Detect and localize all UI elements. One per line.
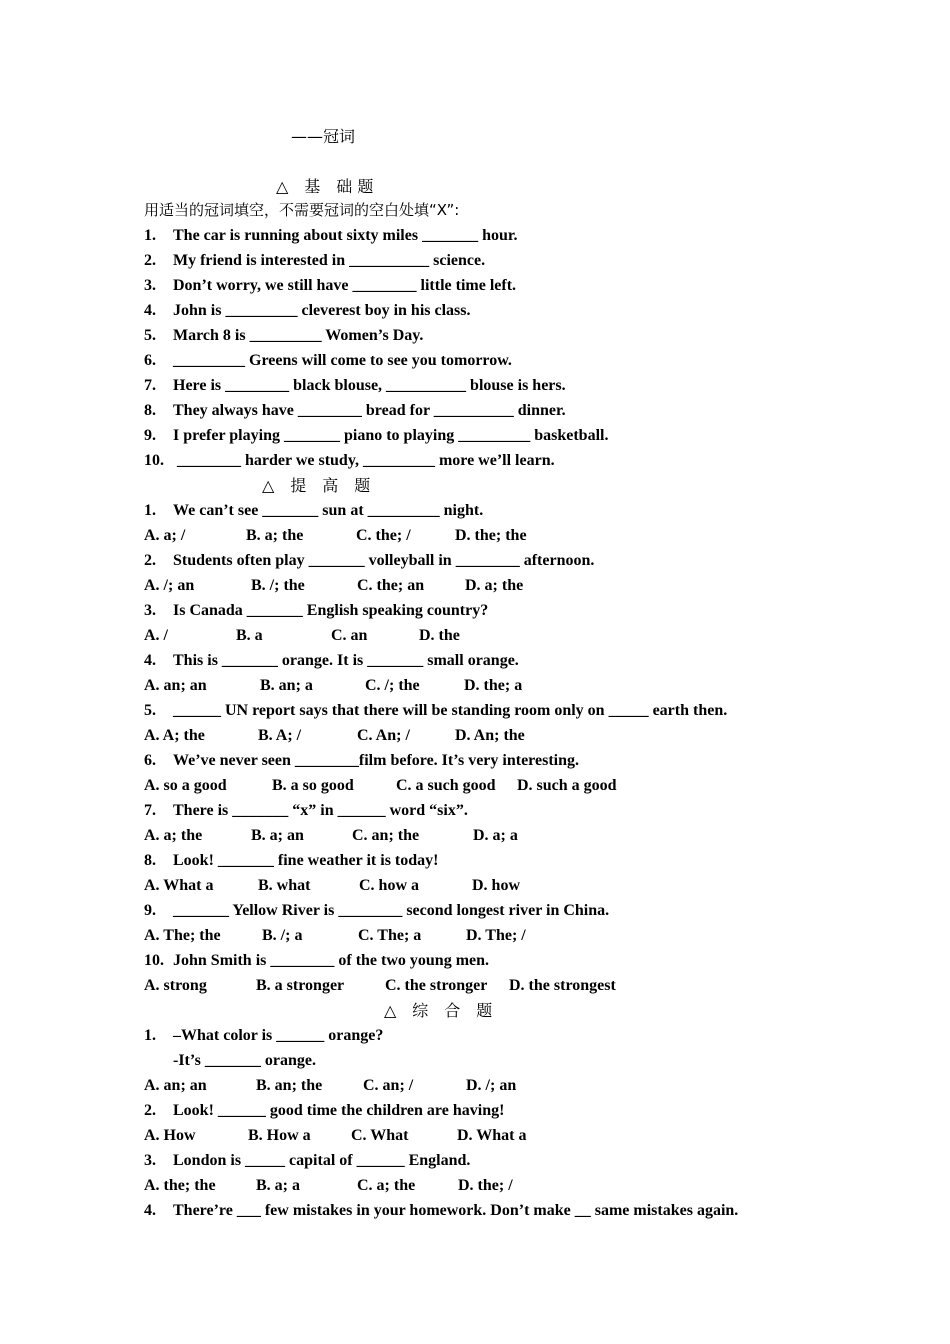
question-line: 4. John is _________ cleverest boy in his class. — [144, 302, 471, 319]
question-line: 4. There’re ___ few mistakes in your homework. Don’t make __ same mistakes again. — [144, 1202, 739, 1219]
question-line: 2. My friend is interested in __________ science. — [144, 252, 486, 269]
options-line: A. The; the B. /; a C. The; a D. The; / — [144, 927, 526, 944]
question-line: 3. Don’t worry, we still have ________ little time left. — [144, 277, 517, 294]
question-line: 6. We’ve never seen ________film before. It’s very interesting. — [144, 752, 579, 769]
question-line: 6. _________ Greens will come to see you tomorrow. — [144, 352, 512, 369]
instruction-text: 用适当的冠词填空，不需要冠词的空白处填“X”: — [144, 201, 460, 219]
options-line: A. / B. a C. an D. the — [144, 627, 460, 644]
options-line: A. What a B. what C. how a D. how — [144, 877, 521, 894]
options-line: A. the; the B. a; a C. a; the D. the; / — [144, 1177, 513, 1194]
options-line: A. a; / B. a; the C. the; / D. the; the — [144, 527, 527, 544]
options-line: A. /; an B. /; the C. the; an D. a; the — [144, 577, 524, 594]
options-line: A. an; an B. an; the C. an; / D. /; an — [144, 1077, 517, 1094]
section-heading-basic: △ 基 础 题 — [276, 177, 374, 196]
question-line: 1. –What color is ______ orange? — [144, 1027, 384, 1044]
question-line: 1. We can’t see _______ sun at _________ night. — [144, 502, 484, 519]
section-heading-comprehensive: △ 综 合 题 — [384, 1001, 493, 1020]
page-title: ——冠词 — [291, 127, 356, 146]
question-line: 9. I prefer playing _______ piano to playing _________ basketball. — [144, 427, 609, 444]
question-line: 2. Look! ______ good time the children are having! — [144, 1102, 505, 1119]
question-line: 8. Look! _______ fine weather it is today! — [144, 852, 439, 869]
question-line: 9. _______ Yellow River is ________ second longest river in China. — [144, 902, 610, 919]
question-line: 10. ________ harder we study, _________ more we’ll learn. — [144, 452, 555, 469]
question-line: 3. Is Canada _______ English speaking country? — [144, 602, 489, 619]
options-line: A. so a good B. a so good C. a such good D. such a good — [144, 777, 617, 794]
question-line: 8. They always have ________ bread for __________ dinner. — [144, 402, 566, 419]
question-line: 10. John Smith is ________ of the two young men. — [144, 952, 490, 969]
question-line: 7. There is _______ “x” in ______ word “six”. — [144, 802, 468, 819]
question-line: 3. London is _____ capital of ______ England. — [144, 1152, 471, 1169]
question-line: 5. ______ UN report says that there will be standing room only on _____ earth then. — [144, 702, 728, 719]
question-line-continued: -It’s _______ orange. — [173, 1052, 316, 1069]
section-heading-advanced: △ 提 高 题 — [262, 476, 371, 495]
options-line: A. a; the B. a; an C. an; the D. a; a — [144, 827, 518, 844]
question-line: 1. The car is running about sixty miles _______ hour. — [144, 227, 518, 244]
options-line: A. strong B. a stronger C. the stronger D. the strongest — [144, 977, 616, 994]
options-line: A. A; the B. A; / C. An; / D. An; the — [144, 727, 525, 744]
options-line: A. How B. How a C. What D. What a — [144, 1127, 527, 1144]
question-line: 7. Here is ________ black blouse, __________ blouse is hers. — [144, 377, 566, 394]
question-line: 5. March 8 is _________ Women’s Day. — [144, 327, 424, 344]
options-line: A. an; an B. an; a C. /; the D. the; a — [144, 677, 523, 694]
question-line: 4. This is _______ orange. It is _______ small orange. — [144, 652, 519, 669]
question-line: 2. Students often play _______ volleyball in ________ afternoon. — [144, 552, 595, 569]
